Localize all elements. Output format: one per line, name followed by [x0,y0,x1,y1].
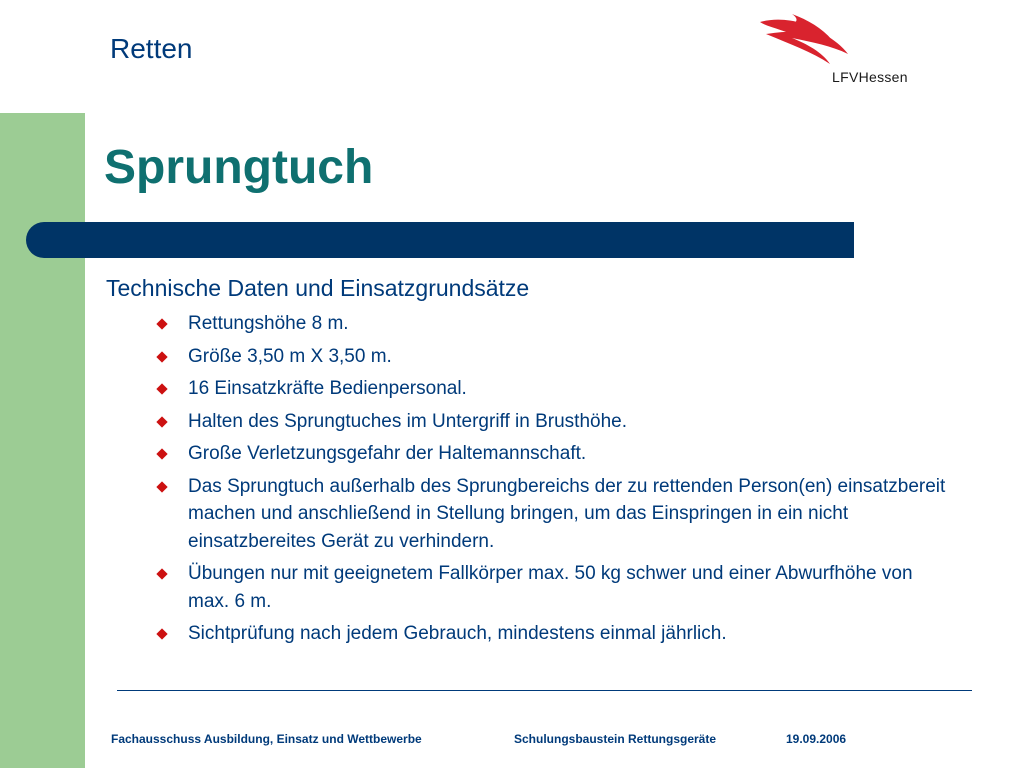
bullet-item: Sichtprüfung nach jedem Gebrauch, mindestens einmal jährlich. [156,620,956,648]
title-underline-band [26,222,854,258]
diamond-bullet-icon [156,448,167,459]
diamond-bullet-icon [156,383,167,394]
diamond-bullet-icon [156,416,167,427]
bullet-item: Rettungshöhe 8 m. [156,310,956,338]
bullet-item: Das Sprungtuch außerhalb des Sprungbereichs der zu rettenden Person(en) einsatzbereit machen und anschließend in Stellung bringen, um das Einspringen in ein nicht einsatzbereites Gerät zu verhindern. [156,473,956,556]
footer-organization: Fachausschuss Ausbildung, Einsatz und Wettbewerbe [111,732,422,746]
slide-subtitle: Technische Daten und Einsatzgrundsätze [106,275,530,301]
logo-text: LFVHessen [832,69,908,85]
slide-title: Sprungtuch [104,141,374,194]
diamond-bullet-icon [156,481,167,492]
footer-divider [117,690,972,691]
bullet-item: Große Verletzungsgefahr der Haltemannschaft. [156,440,956,468]
bullet-item: Halten des Sprungtuches im Untergriff in Brusthöhe. [156,408,956,436]
section-title: Retten [110,33,193,64]
footer-date: 19.09.2006 [786,732,847,746]
left-green-bar [0,113,85,768]
diamond-bullet-icon [156,351,167,362]
diamond-bullet-icon [156,568,167,579]
footer-module: Schulungsbaustein Rettungsgeräte [514,732,717,746]
flame-wing-icon [752,12,852,67]
bullet-item: Größe 3,50 m X 3,50 m. [156,343,956,371]
diamond-bullet-icon [156,628,167,639]
bullet-item: 16 Einsatzkräfte Bedienpersonal. [156,375,956,403]
diamond-bullet-icon [156,318,167,329]
bullet-list [156,310,956,653]
bullet-item: Übungen nur mit geeignetem Fallkörper max. 50 kg schwer und einer Abwurfhöhe von max. 6 m. [156,560,956,615]
